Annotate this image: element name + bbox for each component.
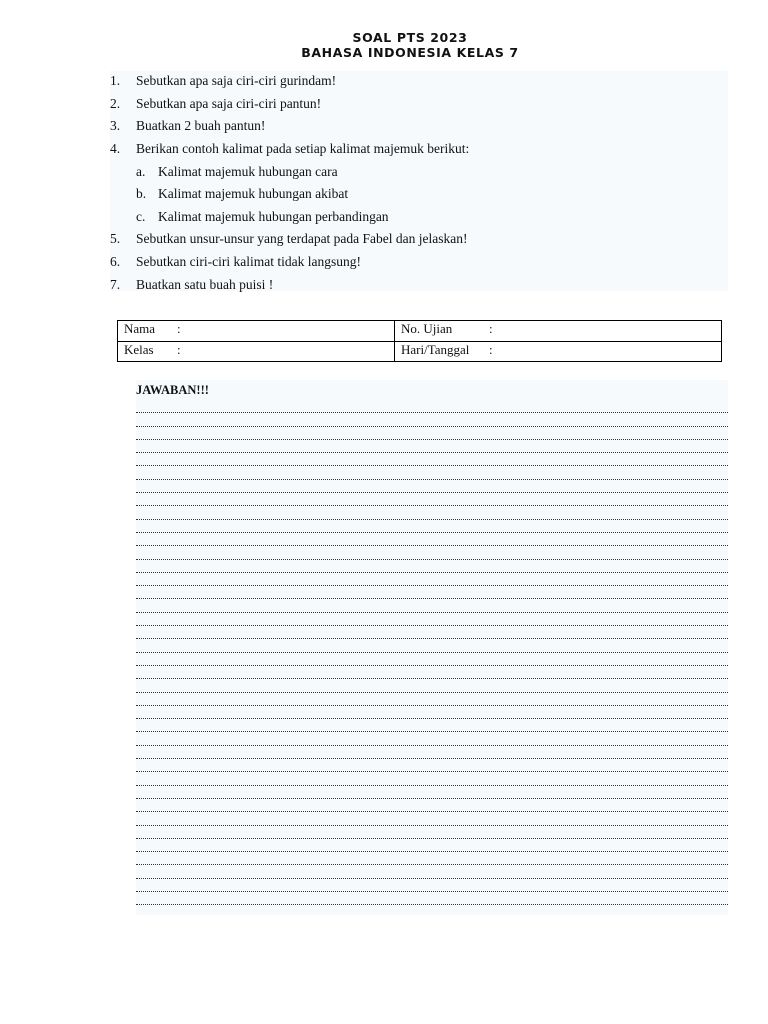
question-6 (110, 254, 361, 270)
subitem-text: Kalimat majemuk hubungan akibat (158, 186, 349, 201)
nama-colon: : (177, 321, 181, 336)
answer-line (136, 493, 728, 506)
answer-line (136, 586, 728, 599)
hari-tanggal-colon: : (489, 342, 493, 357)
student-identity-table (117, 320, 722, 362)
answer-line (136, 839, 728, 852)
question-5 (110, 231, 468, 247)
answer-line (136, 653, 728, 666)
question-number: 7. (110, 276, 121, 292)
answer-line (136, 666, 728, 679)
answer-line (136, 799, 728, 812)
answer-line (136, 626, 728, 639)
hari-tanggal-cell (401, 342, 701, 358)
answer-line (136, 480, 728, 493)
subitem-text: Kalimat majemuk hubungan perbandingan (158, 208, 389, 224)
no-ujian-cell (401, 321, 701, 337)
answer-line (136, 520, 728, 533)
answer-line (136, 759, 728, 772)
answer-line (136, 466, 728, 479)
subitem-c (136, 209, 389, 225)
question-text: Buatkan 2 buah pantun! (136, 118, 266, 133)
question-number: 6. (110, 254, 121, 269)
question-text: Sebutkan apa saja ciri-ciri gurindam! (136, 73, 337, 88)
subitem-letter: c. (136, 208, 146, 224)
title-line-2: BAHASA INDONESIA KELAS 7 (301, 45, 519, 60)
kelas-label: Kelas (124, 342, 154, 357)
question-3 (110, 118, 265, 134)
table-column-divider (394, 321, 395, 361)
answer-line (136, 719, 728, 732)
question-number: 1. (110, 73, 121, 88)
answer-line (136, 892, 728, 905)
nama-cell (124, 321, 384, 337)
no-ujian-label: No. Ujian (401, 321, 453, 336)
answer-line (136, 639, 728, 652)
answer-line (136, 546, 728, 559)
answer-line (136, 865, 728, 878)
answer-line (136, 560, 728, 573)
hari-tanggal-label: Hari/Tanggal (401, 342, 470, 357)
answer-line (136, 826, 728, 839)
answer-lines (136, 400, 728, 905)
answer-line (136, 573, 728, 586)
answer-line (136, 879, 728, 892)
subitem-letter: a. (136, 163, 146, 179)
answer-line (136, 732, 728, 745)
answer-line (136, 679, 728, 692)
title-line-1: SOAL PTS 2023 (352, 30, 468, 45)
question-number: 2. (110, 95, 121, 111)
no-ujian-colon: : (489, 321, 493, 336)
answer-line (136, 706, 728, 719)
answer-line (136, 400, 728, 413)
answer-line (136, 746, 728, 759)
answer-line (136, 453, 728, 466)
answer-title: JAWABAN!!! (136, 383, 209, 397)
subitem-b (136, 186, 348, 202)
question-text: Buatkan satu buah puisi ! (136, 276, 274, 292)
question-text: Sebutkan apa saja ciri-ciri pantun! (136, 95, 322, 111)
document-title (0, 30, 768, 60)
answer-line (136, 413, 728, 426)
question-text: Sebutkan unsur-unsur yang terdapat pada Fabel dan jelaskan! (136, 231, 468, 246)
question-number: 5. (110, 231, 121, 246)
kelas-cell (124, 342, 384, 358)
question-text: Sebutkan ciri-ciri kalimat tidak langsung! (136, 254, 361, 269)
answer-line (136, 506, 728, 519)
answer-line (136, 440, 728, 453)
question-2 (110, 96, 321, 112)
subitem-letter: b. (136, 186, 147, 201)
answer-line (136, 599, 728, 612)
subitem-a (136, 164, 338, 180)
answer-line (136, 786, 728, 799)
question-7 (110, 277, 273, 293)
answer-line (136, 772, 728, 785)
kelas-colon: : (177, 342, 181, 357)
nama-label: Nama (124, 321, 156, 336)
question-text: Berikan contoh kalimat pada setiap kalimat majemuk berikut: (136, 141, 470, 156)
answer-area (136, 380, 728, 915)
answer-line (136, 852, 728, 865)
question-list (110, 71, 728, 291)
question-number: 3. (110, 118, 121, 133)
question-4 (110, 141, 469, 157)
answer-line (136, 427, 728, 440)
subitem-text: Kalimat majemuk hubungan cara (158, 163, 338, 179)
answer-line (136, 812, 728, 825)
answer-line (136, 693, 728, 706)
question-1 (110, 73, 336, 89)
question-number: 4. (110, 141, 121, 156)
answer-line (136, 613, 728, 626)
answer-line (136, 533, 728, 546)
